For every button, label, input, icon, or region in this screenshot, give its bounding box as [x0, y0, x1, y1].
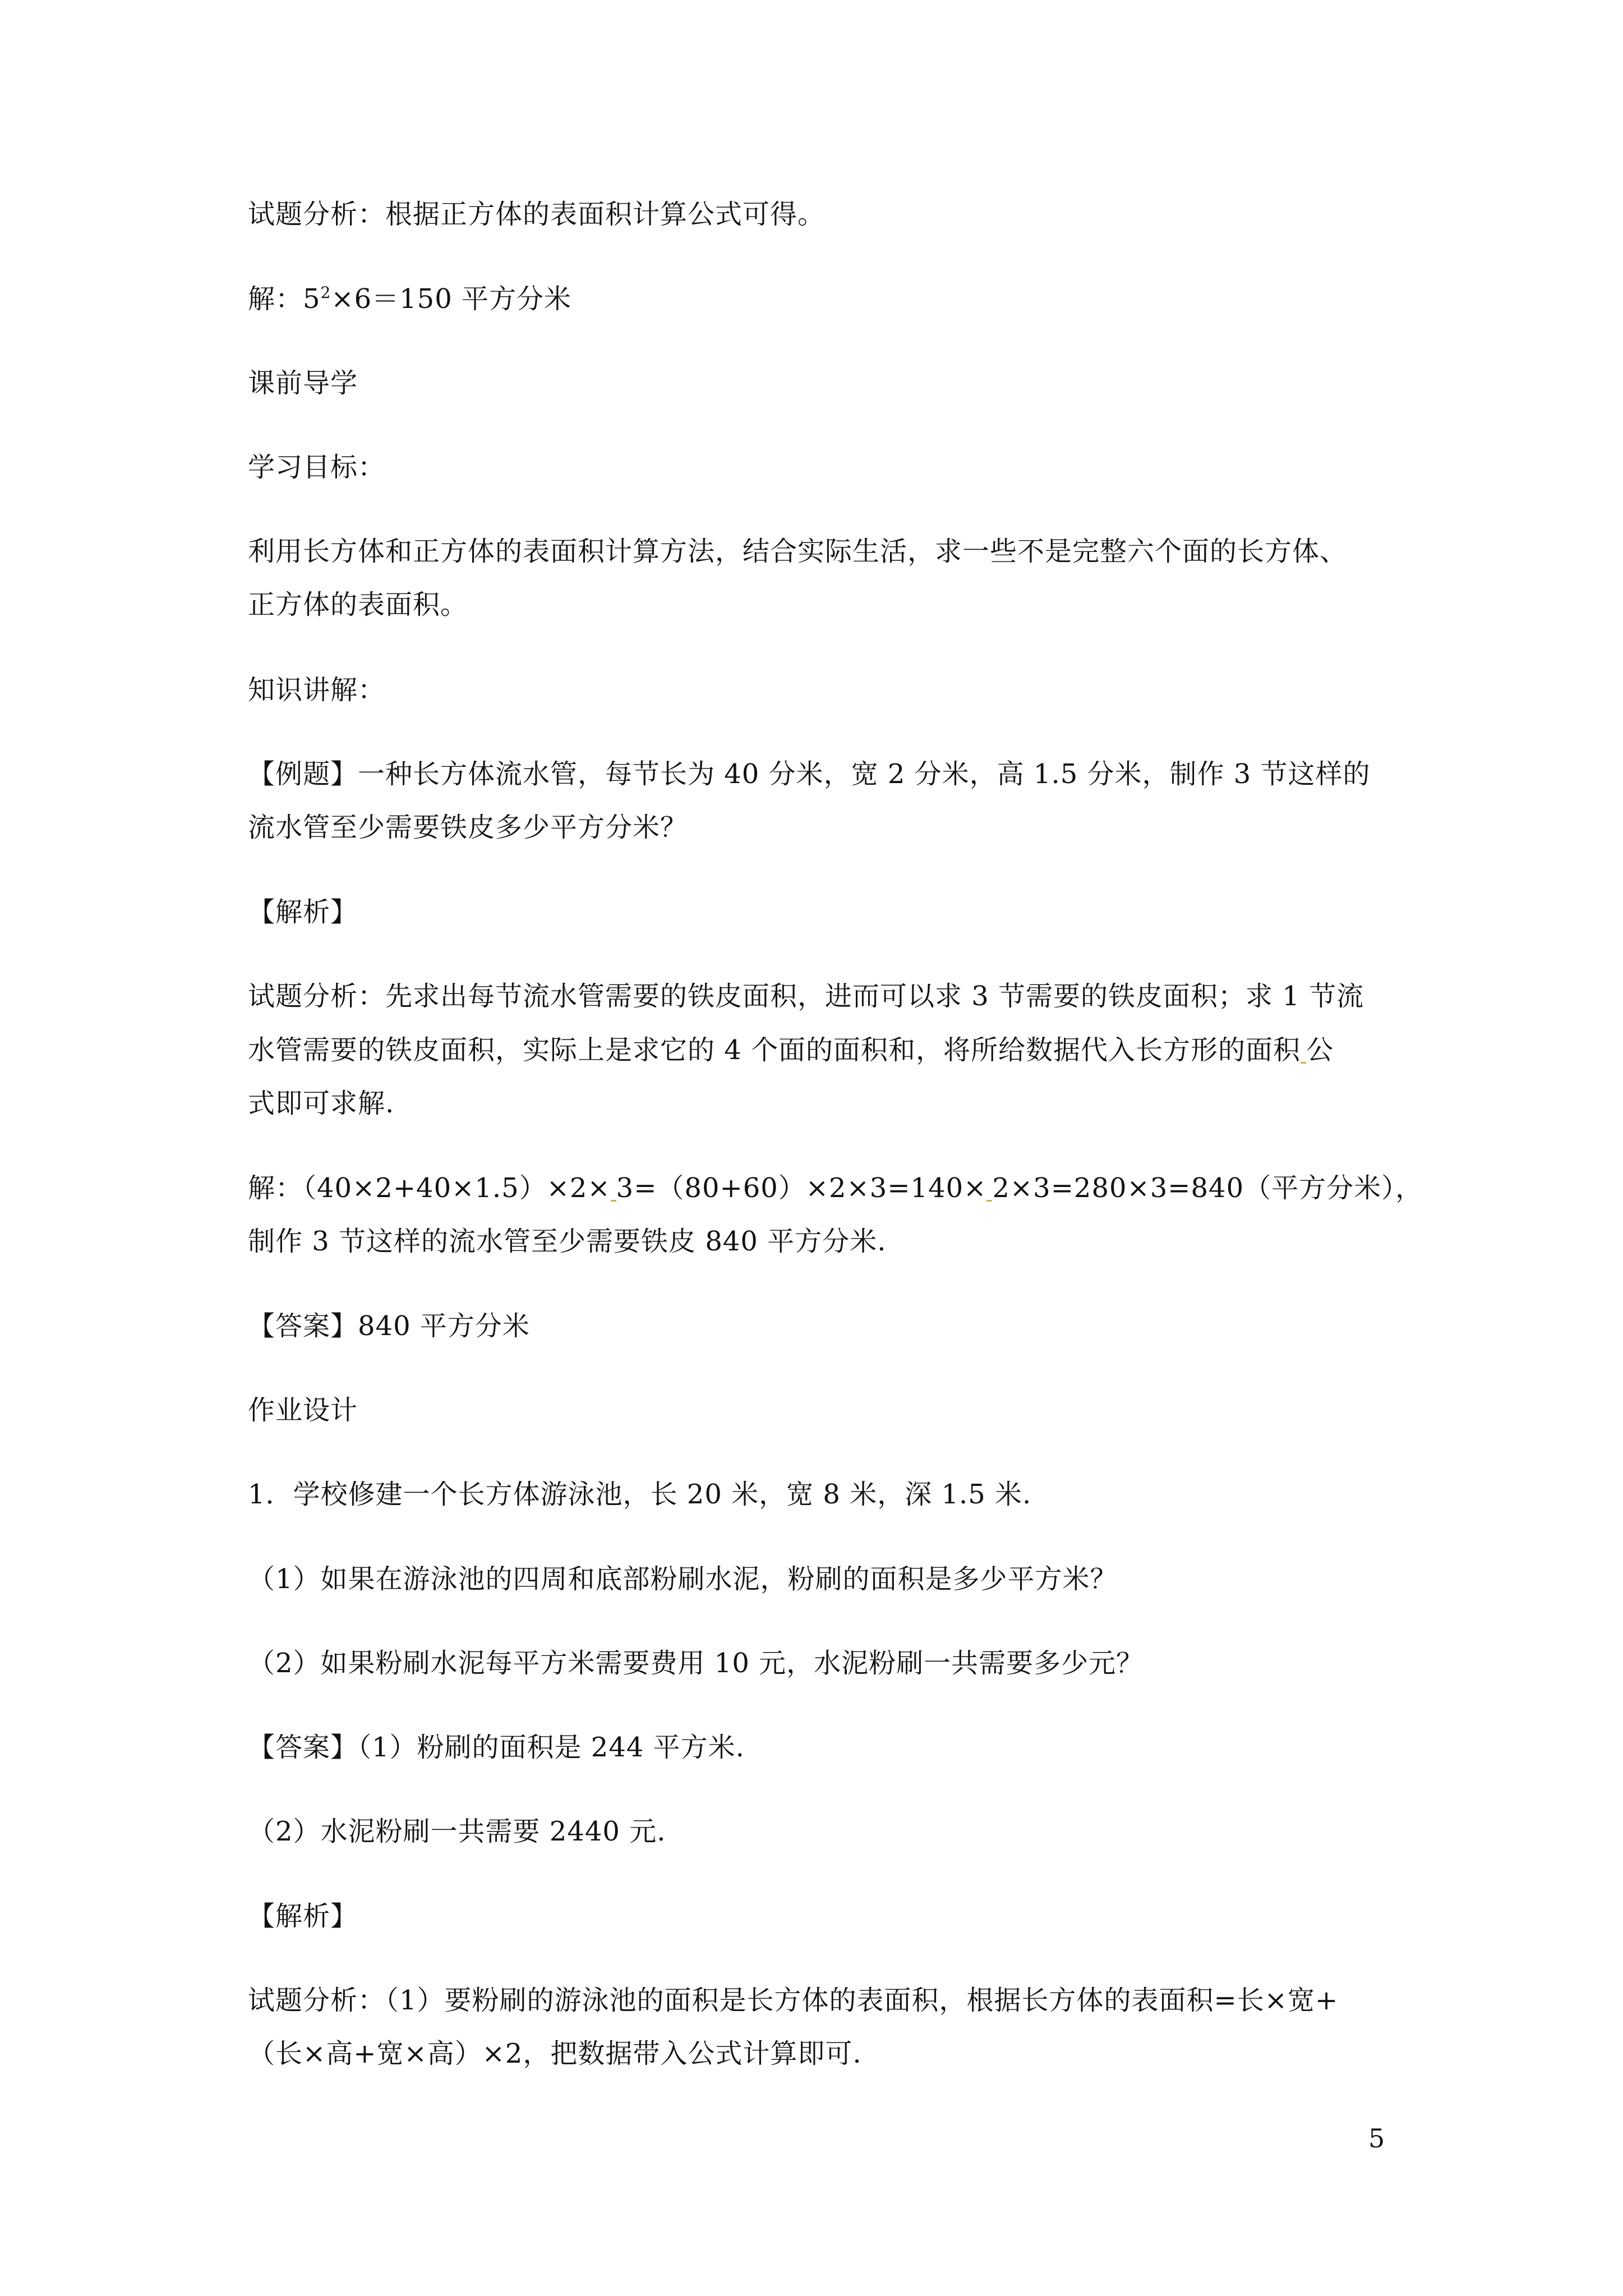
homework-answer-2: （2）水泥粉刷一共需要 2440 元. [248, 1816, 666, 1847]
example-analysis-2 [248, 1033, 1334, 1067]
learning-goal-text-2: 正方体的表面积。 [248, 589, 468, 620]
example-question-1: 【例题】一种长方体流水管，每节长为 40 分米，宽 2 分米，高 1.5 分米，制作 3 节这样的 [248, 758, 1371, 790]
example-solution-part-a: 解：（40×2+40×1.5）×2× [248, 1172, 611, 1204]
solution-prefix: 解：5 [248, 283, 321, 315]
edit-mark [611, 1199, 616, 1202]
solution-cube-line [248, 282, 571, 316]
example-solution-1 [248, 1171, 1423, 1205]
example-analysis-2-end: 公 [1306, 1034, 1334, 1066]
page-number: 5 [1368, 2123, 1385, 2154]
homework-analysis-1: 试题分析：（1）要粉刷的游泳池的面积是长方体的表面积，根据长方体的表面积=长×宽+ [248, 1985, 1339, 2016]
example-analysis-2-text: 水管需要的铁皮面积，实际上是求它的 4 个面的面积和，将所给数据代入长方形的面积 [248, 1034, 1301, 1066]
example-analysis-3: 式即可求解. [248, 1088, 395, 1119]
learning-goal-heading: 学习目标： [248, 452, 386, 483]
homework-question-1: 1．学校修建一个长方体游泳池，长 20 米，宽 8 米，深 1.5 米. [248, 1479, 1032, 1510]
homework-analysis-label: 【解析】 [248, 1901, 358, 1932]
edit-mark [986, 1199, 992, 1202]
homework-answer-1: 【答案】（1）粉刷的面积是 244 平方米. [248, 1732, 745, 1763]
example-answer: 【答案】840 平方分米 [248, 1310, 530, 1342]
homework-question-1-part-1: （1）如果在游泳池的四周和底部粉刷水泥，粉刷的面积是多少平方米？ [248, 1563, 1118, 1595]
knowledge-heading: 知识讲解： [248, 674, 386, 706]
solution-suffix: ×6＝150 平方分米 [331, 283, 572, 315]
homework-heading: 作业设计 [248, 1395, 358, 1426]
learning-goal-text-1: 利用长方体和正方体的表面积计算方法，结合实际生活，求一些不是完整六个面的长方体、 [248, 536, 1348, 567]
edit-mark [1301, 1061, 1306, 1064]
example-solution-2: 制作 3 节这样的流水管至少需要铁皮 840 平方分米. [248, 1226, 887, 1257]
example-solution-part-c: 2×3=280×3=840（平方分米）， [992, 1172, 1423, 1204]
exponent: 2 [320, 283, 331, 302]
analysis-label: 【解析】 [248, 896, 358, 928]
homework-question-1-part-2: （2）如果粉刷水泥每平方米需要费用 10 元，水泥粉刷一共需要多少元？ [248, 1648, 1144, 1679]
section-heading-preview: 课前导学 [248, 367, 358, 399]
example-analysis-1: 试题分析：先求出每节流水管需要的铁皮面积，进而可以求 3 节需要的铁皮面积；求 1 节流 [248, 981, 1364, 1012]
analysis-cube-line: 试题分析：根据正方体的表面积计算公式可得。 [248, 199, 826, 230]
example-question-2: 流水管至少需要铁皮多少平方分米？ [248, 812, 688, 843]
example-solution-part-b: 3=（80+60）×2×3=140× [616, 1172, 987, 1204]
homework-analysis-2: （长×高+宽×高）×2，把数据带入公式计算即可. [248, 2038, 862, 2069]
